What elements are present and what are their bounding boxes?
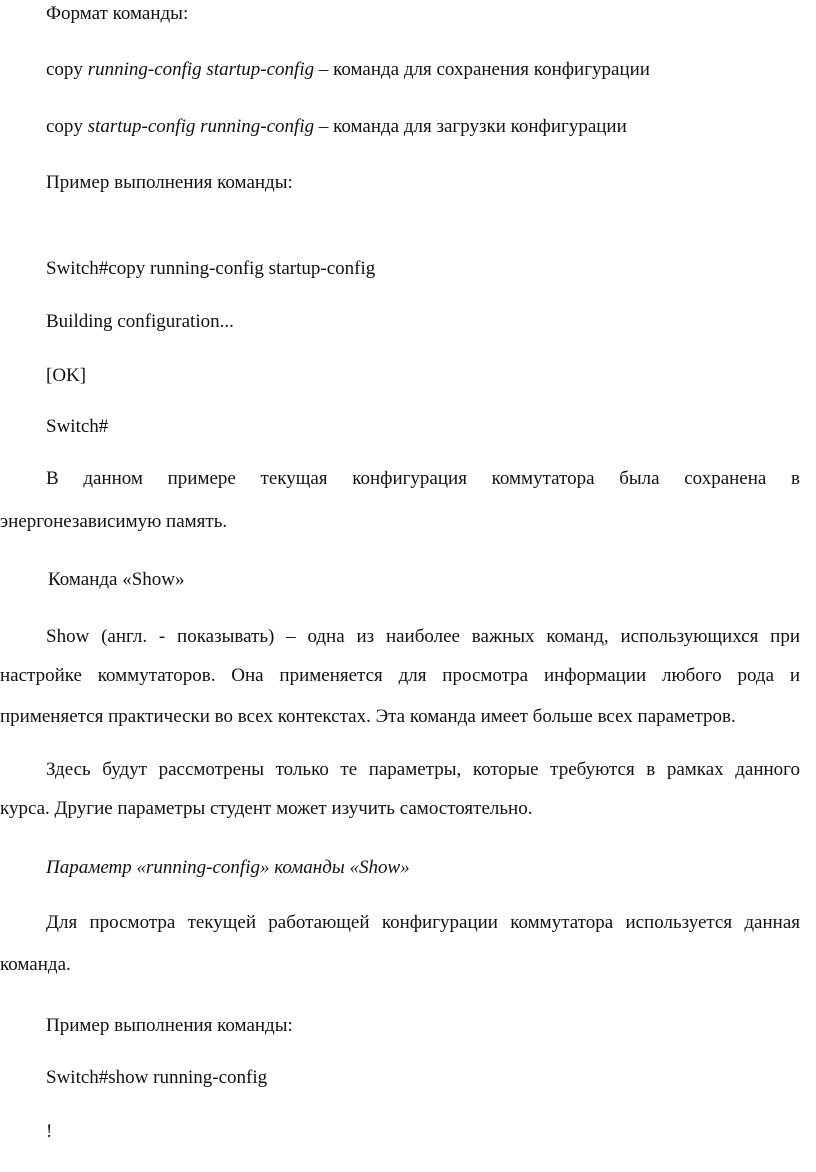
cli-line: [OK] xyxy=(46,365,87,386)
command-prefix: copy xyxy=(46,59,88,80)
command-description: – команда для сохранения конфигурации xyxy=(314,59,650,80)
cli-line: Switch# xyxy=(46,416,109,437)
command-save-line xyxy=(46,58,650,82)
command-prefix: copy xyxy=(46,116,88,137)
format-label: Формат команды: xyxy=(46,3,189,24)
subsection-heading-text: Параметр «running-config» команды «Show» xyxy=(46,857,410,878)
cli-line: Switch#copy running-config startup-config xyxy=(46,258,376,279)
paragraph-line: применяется практически во всех контекстах. Эта команда имеет больше всех параметров. xyxy=(0,706,736,727)
command-args: startup-config running-config xyxy=(87,116,315,137)
command-load-line xyxy=(46,115,627,139)
paragraph-line: настройке коммутаторов. Она применяется для просмотра информации любого рода и xyxy=(0,665,800,686)
command-description: – команда для загрузки конфигурации xyxy=(314,116,627,137)
cli-line: Building configuration... xyxy=(46,311,234,332)
paragraph-line: В данном примере текущая конфигурация коммутатора была сохранена в xyxy=(46,468,800,489)
command-args: running-config startup-config xyxy=(87,59,315,80)
paragraph-line: энергонезависимую память. xyxy=(0,511,228,532)
cli-line: Switch#show running-config xyxy=(46,1067,268,1088)
paragraph-line: Show (англ. - показывать) – одна из наиболее важных команд, использующихся при xyxy=(46,626,800,647)
paragraph-line: Здесь будут рассмотрены только те параметры, которые требуются в рамках данного xyxy=(46,759,800,780)
example-label: Пример выполнения команды: xyxy=(46,172,293,193)
paragraph-line: команда. xyxy=(0,954,71,975)
subsection-heading xyxy=(46,856,410,880)
cli-line: ! xyxy=(46,1121,53,1142)
paragraph-line: курса. Другие параметры студент может изучить самостоятельно. xyxy=(0,798,533,819)
example-label: Пример выполнения команды: xyxy=(46,1015,293,1036)
paragraph-line: Для просмотра текущей работающей конфигурации коммутатора используется данная xyxy=(46,912,800,933)
section-heading: Команда «Show» xyxy=(48,569,185,590)
